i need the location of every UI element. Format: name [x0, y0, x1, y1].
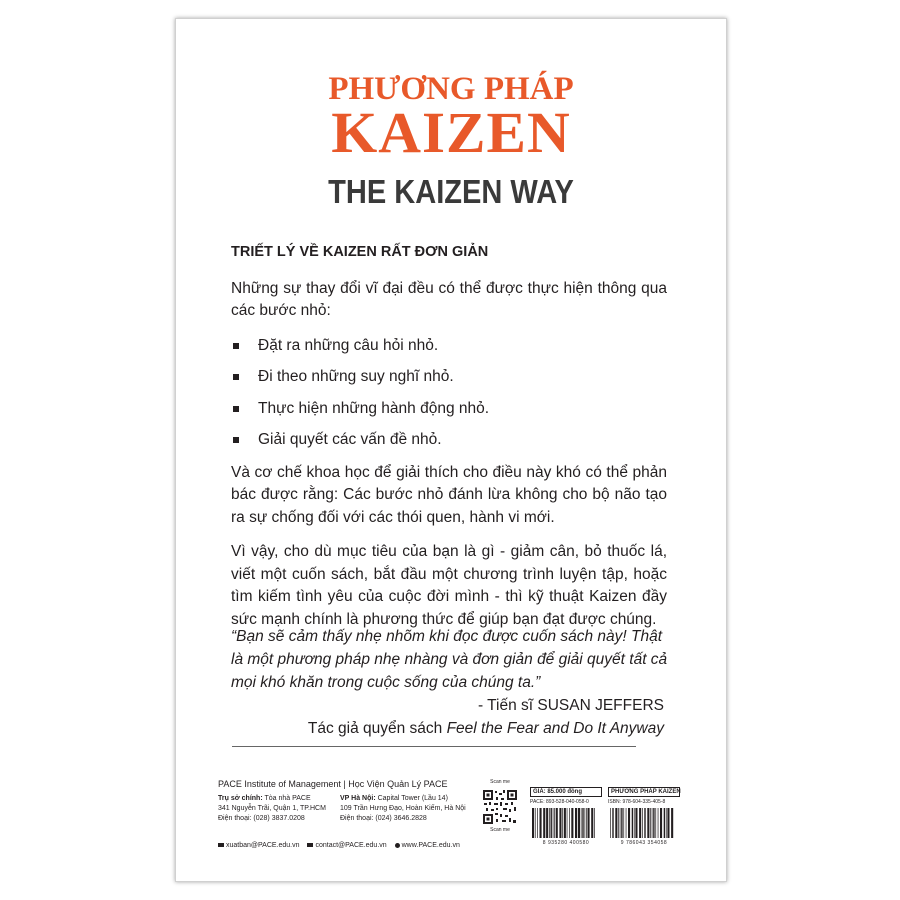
barcode-bar: [571, 808, 573, 838]
barcode-bar: [671, 808, 673, 838]
barcode-bar: [562, 808, 563, 838]
science-paragraph: Và cơ chế khoa học để giải thích cho điều này khó có thể phản bác được rằng: Các bước nhỏ đánh lừa không cho bộ não tạo ra sự chống đối với các thói quen, hành vi mới.: [231, 463, 667, 526]
book-title-reference: Feel the Fear and Do It Anyway: [446, 720, 664, 737]
square-bullet-icon: [233, 374, 239, 380]
barcode-bar: [615, 808, 617, 838]
testimonial-quote: “Bạn sẽ cảm thấy nhẹ nhõm khi đọc được cuốn sách này! Thật là một phương pháp nhẹ nhàng và đơn giản để giải quyết tất cả mọi khó khăn trong cuộc sống của chúng ta.”: [231, 628, 668, 691]
scan-label-top: Scan me: [490, 779, 510, 785]
scan-label-bottom: Scan me: [490, 827, 510, 833]
barcode-bar: [660, 808, 662, 838]
description-block: [231, 241, 667, 643]
barcode-bar: [586, 808, 587, 838]
barcode-bar: [642, 808, 643, 838]
barcode-2-number: 9 786043 354058: [620, 840, 668, 846]
email-link-1[interactable]: [218, 842, 300, 849]
barcode-bar: [620, 808, 621, 838]
barcode-bar: [628, 808, 630, 838]
barcode-bar: [655, 808, 656, 838]
barcode-bar: [647, 808, 649, 838]
barcode-2: [608, 808, 678, 838]
barcode-bar: [556, 808, 558, 838]
bullet-item: [231, 429, 667, 452]
hq-phone: Điện thoại: (028) 3837.0208: [218, 815, 305, 822]
barcode-bar: [594, 808, 595, 838]
pace-code: PACE: 893-528-040-058-0: [530, 799, 589, 805]
barcode-1: [530, 808, 600, 838]
barcode-bar: [621, 808, 622, 838]
goals-paragraph: Vì vậy, cho dù mục tiêu của bạn là gì - giảm cân, bỏ thuốc lá, viết một cuốn sách, bắt đầu một chương trình luyện tập, hoặc tìm kiếm tình yêu của cuộc đời mình - thì kỹ thuật Kaizen đầy sức mạnh chính là phương thức để giúp bạn đạt được chúng.: [231, 543, 667, 628]
barcode-bar: [578, 808, 580, 838]
qr-code[interactable]: [482, 789, 518, 825]
square-bullet-icon: [233, 343, 239, 349]
bullet-list: [231, 335, 667, 452]
bullet-text: Đi theo những suy nghĩ nhỏ.: [258, 368, 454, 385]
hanoi-office-info: [340, 794, 466, 824]
bullet-item: [231, 335, 667, 358]
hq-line-2: 341 Nguyễn Trãi, Quận 1, TP.HCM: [218, 805, 326, 812]
intro-paragraph: Những sự thay đổi vĩ đại đều có thể được thực hiện thông qua các bước nhỏ:: [231, 279, 667, 319]
bullet-text: Thực hiện những hành động nhỏ.: [258, 399, 490, 417]
barcode-bar: [588, 808, 590, 838]
website-link[interactable]: [395, 842, 460, 849]
email-text-1: xuatban@PACE.edu.vn: [226, 842, 300, 849]
barcode-bar: [632, 808, 633, 838]
mail-icon: [307, 843, 313, 847]
barcode-bar: [635, 808, 637, 838]
isbn: ISBN: 978-604-335-405-8: [608, 799, 666, 805]
barcode-bar: [644, 808, 645, 838]
bullet-item: [231, 398, 667, 421]
mail-icon: [218, 843, 224, 847]
hn-line-1: Capital Tower (Lầu 14): [375, 795, 448, 802]
barcode-bar: [582, 808, 583, 838]
barcode-bar: [549, 808, 550, 838]
barcode-bar: [559, 808, 561, 838]
price-label: GIÁ: 85.000 đồng: [530, 787, 602, 797]
barcode-bar: [554, 808, 555, 838]
barcode-bar: [537, 808, 538, 838]
book-back-cover: [175, 18, 727, 882]
barcode-bar: [658, 808, 659, 838]
barcode-bar: [535, 808, 536, 838]
barcode-bar: [612, 808, 613, 838]
barcode-bar: [532, 808, 534, 838]
email-link-2[interactable]: [307, 842, 386, 849]
barcode-bar: [653, 808, 654, 838]
barcode-bar: [581, 808, 582, 838]
website-text: www.PACE.edu.vn: [401, 842, 460, 849]
subtitle: THE KAIZEN WAY: [328, 173, 574, 210]
bullet-item: [231, 366, 667, 389]
globe-icon: [395, 843, 400, 848]
barcode-bar: [553, 808, 554, 838]
isbn-barcode-block: [608, 787, 680, 859]
hn-phone: Điện thoại: (024) 3646.2828: [340, 815, 427, 822]
barcode-bar: [626, 808, 627, 838]
quote-author: - Tiến sĩ SUSAN JEFFERS: [477, 697, 664, 714]
barcode-bar: [610, 808, 611, 838]
barcode-bar: [652, 808, 653, 838]
qr-code-block: [480, 779, 520, 841]
barcode-bar: [546, 808, 548, 838]
barcode-bar: [618, 808, 619, 838]
barcode-bar: [551, 808, 552, 838]
quote-author-role: [224, 717, 664, 740]
barcode-bar: [667, 808, 669, 838]
title-line-2: KAIZEN: [331, 100, 571, 165]
contact-links: [218, 842, 466, 849]
hn-line-2: 109 Trần Hưng Đạo, Hoàn Kiếm, Hà Nội: [340, 805, 466, 812]
barcode-bar: [591, 808, 593, 838]
barcode-bar: [639, 808, 641, 838]
role-prefix: Tác giả quyển sách: [307, 720, 447, 737]
publisher-name: PACE Institute of Management | Học Viện Quản Lý PACE: [218, 779, 448, 789]
title-line-1: PHƯƠNG PHÁP: [328, 71, 574, 107]
barcode-bar: [666, 808, 667, 838]
barcode-bar: [634, 808, 635, 838]
divider: [232, 746, 636, 747]
barcode-bar: [623, 808, 624, 838]
barcode-bar: [575, 808, 577, 838]
barcode-bar: [664, 808, 665, 838]
barcode-bar: [567, 808, 568, 838]
bullet-text: Đặt ra những câu hỏi nhỏ.: [258, 336, 439, 354]
barcode-bar: [540, 808, 542, 838]
hn-label: VP Hà Nội:: [340, 795, 376, 802]
price-barcode-block: [530, 787, 602, 859]
square-bullet-icon: [233, 437, 239, 443]
hq-label: Trụ sở chính:: [218, 795, 263, 802]
email-text-2: contact@PACE.edu.vn: [315, 842, 387, 849]
book-label: PHƯƠNG PHÁP KAIZEN: [608, 787, 680, 797]
barcode-bar: [585, 808, 586, 838]
barcode-bar: [569, 808, 570, 838]
hq-line-1: Tòa nhà PACE: [262, 795, 311, 802]
section-heading: TRIẾT LÝ VỀ KAIZEN RẤT ĐƠN GIẢN: [231, 244, 489, 260]
barcode-bar: [564, 808, 566, 838]
barcode-bar: [543, 808, 545, 838]
head-office-info: [218, 794, 326, 824]
bullet-text: Giải quyết các vấn đề nhỏ.: [258, 431, 442, 448]
square-bullet-icon: [233, 406, 239, 412]
barcode-1-number: 8 935280 400580: [542, 840, 590, 846]
barcode-bar: [650, 808, 651, 838]
